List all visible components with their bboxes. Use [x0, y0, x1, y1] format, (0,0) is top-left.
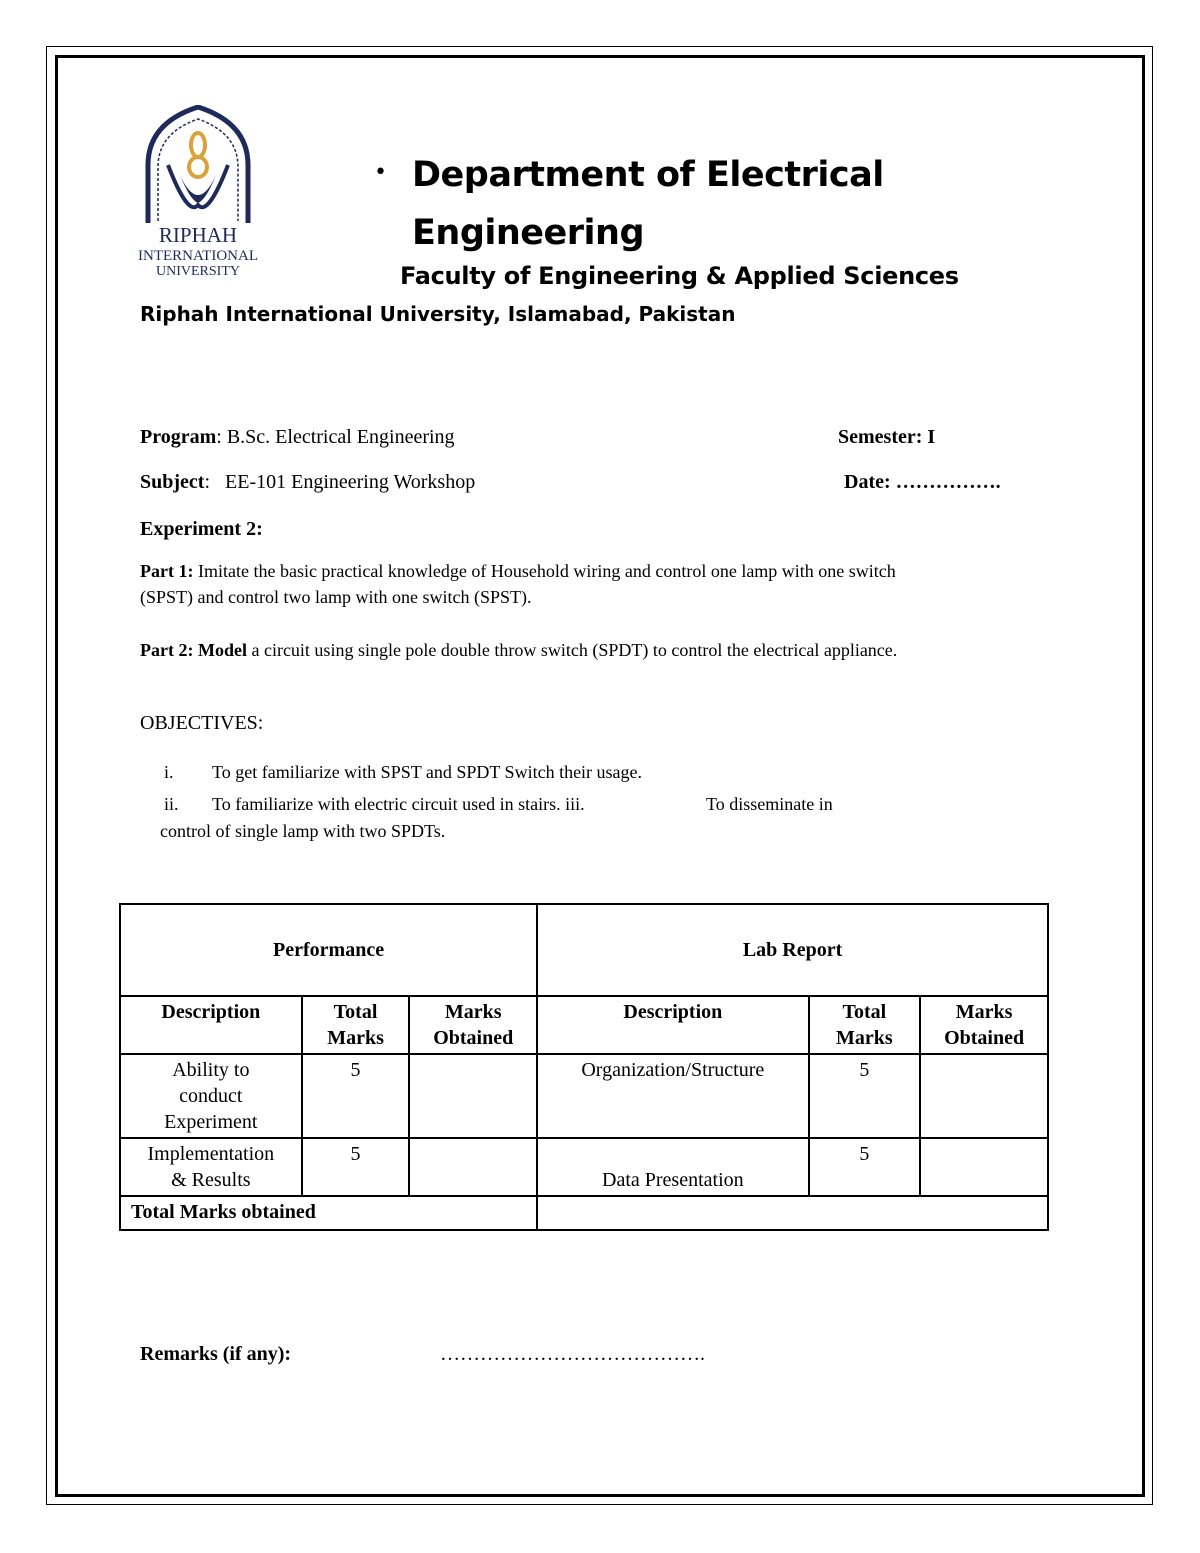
table-row	[120, 1054, 1048, 1138]
remarks-dots[interactable]: ………………………………….	[440, 1343, 705, 1365]
part1-line2: (SPST) and control two lamp with one switch (SPST).	[140, 587, 532, 607]
date-label: Date:	[844, 471, 891, 493]
objective-iii-text: To disseminate in	[706, 794, 833, 814]
program-label: Program	[140, 426, 217, 448]
total-marks-obtained-label: Total Marks obtained	[120, 1196, 537, 1230]
university-logo	[128, 105, 268, 280]
objective-i-text: To get familiarize with SPST and SPDT Switch their usage.	[212, 762, 643, 782]
date-line	[844, 471, 1001, 494]
faculty-title: Faculty of Engineering & Applied Sciences	[400, 262, 959, 290]
total-row	[120, 1196, 1048, 1230]
subject-value: : EE-101 Engineering Workshop	[204, 471, 476, 493]
subject-label: Subject	[140, 471, 205, 493]
objectives-heading: OBJECTIVES:	[140, 712, 264, 734]
row1-description: Ability to conduct Experiment	[120, 1054, 302, 1138]
objective-i-num: i.	[164, 762, 174, 782]
bullet-icon: •	[374, 160, 387, 185]
lab-description-header: Description	[537, 996, 808, 1054]
remarks-label: Remarks (if any):	[140, 1343, 292, 1365]
department-title	[412, 146, 884, 262]
lab-total-marks-header: Total Marks	[809, 996, 921, 1054]
department-title-line1: Department of Electrical	[412, 155, 884, 195]
part2-label: Part 2: Model	[140, 640, 247, 660]
logo-line3: UNIVERSITY	[156, 264, 240, 279]
part1-text-1: Imitate the basic practical knowledge of Household wiring and control one lamp with one switch	[193, 561, 896, 581]
row1-lab-obtained[interactable]	[920, 1054, 1048, 1138]
experiment-title: Experiment 2:	[140, 518, 263, 540]
row2-lab-description: Data Presentation	[537, 1138, 808, 1196]
logo-line2: INTERNATIONAL	[138, 248, 258, 264]
perf-description-header: Description	[120, 996, 302, 1054]
lab-report-header: Lab Report	[537, 904, 1048, 996]
date-value: …………….	[890, 471, 1001, 493]
program-value: : B.Sc. Electrical Engineering	[216, 426, 455, 448]
table-row	[120, 1138, 1048, 1196]
row2-lab-obtained[interactable]	[920, 1138, 1048, 1196]
objective-ii-text: To familiarize with electric circuit used in stairs. iii.	[212, 794, 585, 814]
row1-lab-description: Organization/Structure	[537, 1054, 808, 1138]
part1-line1	[140, 561, 896, 582]
row1-total: 5	[302, 1054, 410, 1138]
table-header-row	[120, 904, 1048, 996]
perf-marks-obtained-header: Marks Obtained	[409, 996, 537, 1054]
objective-ii-num: ii.	[164, 794, 179, 814]
row2-lab-total: 5	[809, 1138, 921, 1196]
row2-obtained[interactable]	[409, 1138, 537, 1196]
semester: Semester: I	[838, 426, 936, 448]
lab-marks-obtained-header: Marks Obtained	[920, 996, 1048, 1054]
row1-lab-total: 5	[809, 1054, 921, 1138]
part1-label: Part 1:	[140, 561, 194, 581]
part2-text: a circuit using single pole double throw switch (SPDT) to control the electrical appliance.	[246, 640, 898, 660]
row1-obtained[interactable]	[409, 1054, 537, 1138]
perf-total-marks-header: Total Marks	[302, 996, 410, 1054]
objective-iii-cont: control of single lamp with two SPDTs.	[160, 821, 446, 841]
table-subheader-row	[120, 996, 1048, 1054]
university-name: Riphah International University, Islamabad, Pakistan	[140, 302, 736, 326]
part2-line	[140, 640, 897, 661]
logo-name: RIPHAH	[158, 223, 238, 247]
performance-header: Performance	[120, 904, 537, 996]
row2-total: 5	[302, 1138, 410, 1196]
subject-line	[140, 471, 475, 494]
department-title-line2: Engineering	[412, 213, 644, 253]
marks-table	[119, 903, 1049, 1231]
total-marks-obtained-value[interactable]	[537, 1196, 1048, 1230]
row2-description: Implementation & Results	[120, 1138, 302, 1196]
program-line	[140, 426, 455, 449]
